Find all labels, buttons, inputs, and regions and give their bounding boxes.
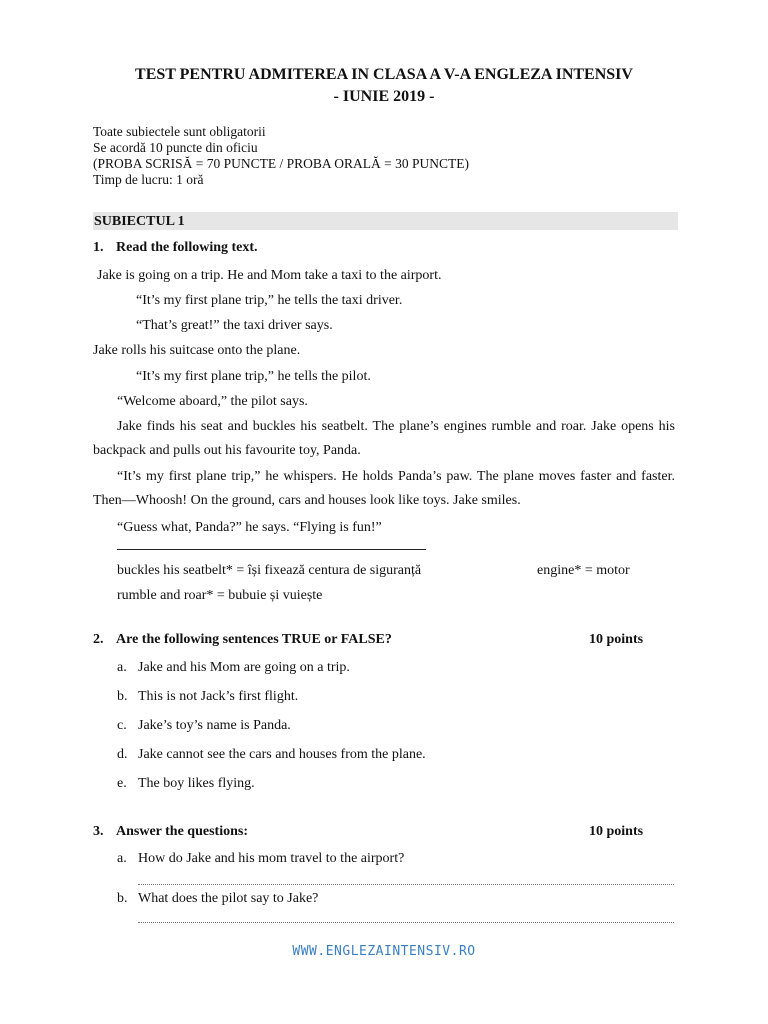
separator-line bbox=[117, 549, 426, 550]
list-item: b. This is not Jack’s first flight. bbox=[117, 689, 299, 704]
website-footer[interactable]: WWW.ENGLEZAINTENSIV.RO bbox=[292, 944, 476, 959]
list-item: c. Jake’s toy’s name is Panda. bbox=[117, 718, 291, 733]
story-paragraph: “It’s my first plane trip,” he whispers. He holds Panda’s paw. The plane moves faster and faster. Then—Whoosh! On the ground, cars and houses look like toys. Jake smiles. bbox=[93, 469, 675, 508]
list-item: e. The boy likes flying. bbox=[117, 776, 255, 791]
question-3 bbox=[93, 824, 248, 840]
story-line: Jake rolls his suitcase onto the plane. bbox=[93, 343, 301, 358]
question-text: Are the following sentences TRUE or FALSE? bbox=[116, 632, 392, 647]
story-line: “It’s my first plane trip,” he tells the taxi driver. bbox=[136, 293, 403, 308]
answer-line[interactable] bbox=[138, 922, 674, 923]
question-text: Answer the questions: bbox=[116, 824, 248, 839]
story-line: “Guess what, Panda?” he says. “Flying is fun!” bbox=[117, 520, 382, 535]
story-line: “That’s great!” the taxi driver says. bbox=[136, 318, 333, 333]
glossary-entry: buckles his seatbelt* = își fixează centura de siguranță bbox=[117, 563, 422, 578]
list-item: a. How do Jake and his mom travel to the airport? bbox=[117, 851, 405, 866]
list-item: a. Jake and his Mom are going on a trip. bbox=[117, 660, 350, 675]
story-paragraph: Jake finds his seat and buckles his seatbelt. The plane’s engines rumble and roar. Jake opens his backpack and pulls out his favourite toy, Panda. bbox=[93, 419, 675, 458]
question-2 bbox=[93, 632, 392, 648]
question-points: 10 points bbox=[589, 632, 644, 647]
question-number: 1. bbox=[93, 240, 104, 255]
exam-instructions bbox=[93, 124, 469, 188]
question-1 bbox=[93, 240, 258, 256]
question-number: 3. bbox=[93, 824, 104, 839]
page-subtitle: - IUNIE 2019 - bbox=[333, 88, 435, 105]
question-text: Read the following text. bbox=[116, 240, 258, 255]
list-item: d. Jake cannot see the cars and houses from the plane. bbox=[117, 747, 426, 762]
question-number: 2. bbox=[93, 632, 104, 647]
section-header bbox=[93, 212, 678, 230]
instruction-line: Timp de lucru: 1 oră bbox=[93, 172, 204, 187]
section-title: SUBIECTUL 1 bbox=[94, 214, 185, 229]
instruction-line: Toate subiectele sunt obligatorii bbox=[93, 124, 266, 139]
glossary-entry: rumble and roar* = bubuie și vuiește bbox=[117, 588, 323, 603]
answer-line[interactable] bbox=[138, 884, 674, 885]
instruction-line: (PROBA SCRISĂ = 70 PUNCTE / PROBA ORALĂ = 30 PUNCTE) bbox=[93, 156, 470, 171]
story-line: “It’s my first plane trip,” he tells the pilot. bbox=[136, 369, 371, 384]
story-line: “Welcome aboard,” the pilot says. bbox=[117, 394, 308, 409]
page-title: TEST PENTRU ADMITEREA IN CLASA A V-A ENGLEZA INTENSIV bbox=[135, 66, 633, 83]
story-line: Jake is going on a trip. He and Mom take a taxi to the airport. bbox=[97, 268, 442, 283]
glossary-entry: engine* = motor bbox=[537, 563, 630, 578]
instruction-line: Se acordă 10 puncte din oficiu bbox=[93, 140, 258, 155]
question-points: 10 points bbox=[589, 824, 644, 839]
list-item: b. What does the pilot say to Jake? bbox=[117, 891, 319, 906]
